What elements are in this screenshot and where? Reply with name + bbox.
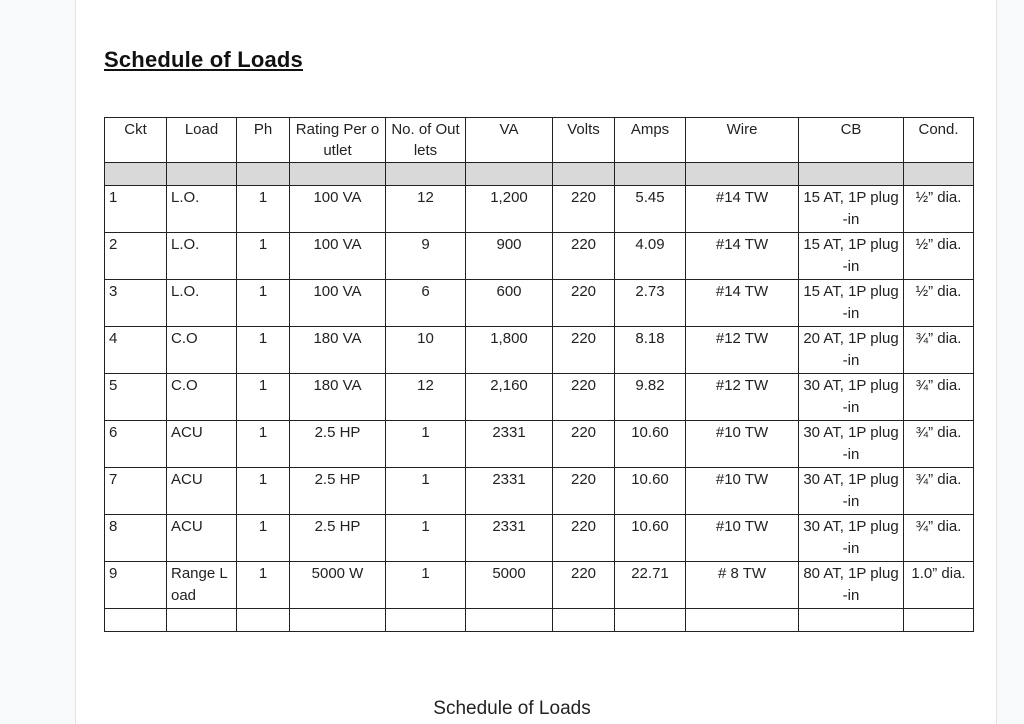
cell-wire: #14 TW <box>686 233 799 280</box>
cell-cond: ¾” dia. <box>904 327 974 374</box>
cell-outlets: 12 <box>386 374 466 421</box>
table-row <box>105 233 974 280</box>
cell-volts: 220 <box>553 186 615 233</box>
cell-amps: 10.60 <box>615 468 686 515</box>
cell-wire: #10 TW <box>686 421 799 468</box>
cell-load: L.O. <box>167 186 237 233</box>
cell-ckt: 5 <box>105 374 167 421</box>
cell-cond: ½” dia. <box>904 186 974 233</box>
cell-load: Range Load <box>167 562 237 609</box>
cell-ph: 1 <box>237 233 290 280</box>
cell-va: 2331 <box>466 468 553 515</box>
cell-amps: 8.18 <box>615 327 686 374</box>
cell-ckt: 4 <box>105 327 167 374</box>
table-header-row <box>105 118 974 163</box>
cell-ckt: 7 <box>105 468 167 515</box>
cell-cond: ½” dia. <box>904 233 974 280</box>
table-row <box>105 327 974 374</box>
cell-wire: #14 TW <box>686 280 799 327</box>
cell-cb: 30 AT, 1P plug-in <box>799 515 904 562</box>
cell-amps: 9.82 <box>615 374 686 421</box>
cell-va: 2,160 <box>466 374 553 421</box>
cell-volts: 220 <box>553 280 615 327</box>
cell-ckt: 8 <box>105 515 167 562</box>
cell-outlets: 1 <box>386 515 466 562</box>
cell-cb: 15 AT, 1P plug-in <box>799 186 904 233</box>
cell-rating: 100 VA <box>290 280 386 327</box>
cell-wire: #10 TW <box>686 468 799 515</box>
cell-va: 2331 <box>466 515 553 562</box>
cell-load: ACU <box>167 468 237 515</box>
header-wire: Wire <box>686 118 799 163</box>
page-title: Schedule of Loads <box>104 47 303 72</box>
cell-rating: 5000 W <box>290 562 386 609</box>
cell-wire: #10 TW <box>686 515 799 562</box>
cell-cond: ¾” dia. <box>904 468 974 515</box>
cell-ckt: 6 <box>105 421 167 468</box>
table-row <box>105 468 974 515</box>
cell-va: 2331 <box>466 421 553 468</box>
header-outlets: No. of Outlets <box>386 118 466 163</box>
cell-cond: ¾” dia. <box>904 515 974 562</box>
cell-outlets: 1 <box>386 421 466 468</box>
cell-cb: 30 AT, 1P plug-in <box>799 421 904 468</box>
cell-rating: 2.5 HP <box>290 515 386 562</box>
cell-volts: 220 <box>553 327 615 374</box>
cell-volts: 220 <box>553 515 615 562</box>
cell-ckt: 3 <box>105 280 167 327</box>
cell-rating: 100 VA <box>290 233 386 280</box>
cell-rating: 2.5 HP <box>290 468 386 515</box>
cell-ph: 1 <box>237 374 290 421</box>
cell-outlets: 1 <box>386 468 466 515</box>
cell-cb: 15 AT, 1P plug-in <box>799 233 904 280</box>
header-ph: Ph <box>237 118 290 163</box>
table-row <box>105 562 974 609</box>
cell-wire: # 8 TW <box>686 562 799 609</box>
cell-amps: 10.60 <box>615 515 686 562</box>
cell-wire: #12 TW <box>686 327 799 374</box>
cell-volts: 220 <box>553 562 615 609</box>
header-amps: Amps <box>615 118 686 163</box>
cell-ph: 1 <box>237 421 290 468</box>
cell-cb: 20 AT, 1P plug-in <box>799 327 904 374</box>
header-rating: Rating Per outlet <box>290 118 386 163</box>
cell-ckt: 1 <box>105 186 167 233</box>
cell-outlets: 12 <box>386 186 466 233</box>
cell-cond: ¾” dia. <box>904 421 974 468</box>
table-row <box>105 515 974 562</box>
cell-amps: 5.45 <box>615 186 686 233</box>
cell-amps: 2.73 <box>615 280 686 327</box>
table-shaded-spacer-row <box>105 163 974 186</box>
cell-cb: 30 AT, 1P plug-in <box>799 468 904 515</box>
cell-amps: 4.09 <box>615 233 686 280</box>
cell-va: 600 <box>466 280 553 327</box>
cell-ph: 1 <box>237 562 290 609</box>
cell-amps: 22.71 <box>615 562 686 609</box>
cell-outlets: 10 <box>386 327 466 374</box>
cell-cond: ¾” dia. <box>904 374 974 421</box>
cell-ckt: 9 <box>105 562 167 609</box>
cell-outlets: 1 <box>386 562 466 609</box>
cell-volts: 220 <box>553 421 615 468</box>
table-row <box>105 186 974 233</box>
cell-va: 5000 <box>466 562 553 609</box>
cell-volts: 220 <box>553 233 615 280</box>
cell-va: 900 <box>466 233 553 280</box>
cell-load: ACU <box>167 421 237 468</box>
cell-va: 1,200 <box>466 186 553 233</box>
cell-load: L.O. <box>167 233 237 280</box>
cell-ph: 1 <box>237 327 290 374</box>
cell-ckt: 2 <box>105 233 167 280</box>
cell-amps: 10.60 <box>615 421 686 468</box>
table-caption: Schedule of Loads <box>433 698 591 719</box>
cell-load: C.O <box>167 374 237 421</box>
header-va: VA <box>466 118 553 163</box>
cell-wire: #12 TW <box>686 374 799 421</box>
cell-volts: 220 <box>553 374 615 421</box>
cell-va: 1,800 <box>466 327 553 374</box>
cell-volts: 220 <box>553 468 615 515</box>
header-load: Load <box>167 118 237 163</box>
cell-cb: 30 AT, 1P plug-in <box>799 374 904 421</box>
cell-load: ACU <box>167 515 237 562</box>
cell-rating: 180 VA <box>290 327 386 374</box>
table-row <box>105 421 974 468</box>
cell-load: C.O <box>167 327 237 374</box>
cell-wire: #14 TW <box>686 186 799 233</box>
cell-load: L.O. <box>167 280 237 327</box>
header-cond: Cond. <box>904 118 974 163</box>
cell-cb: 15 AT, 1P plug-in <box>799 280 904 327</box>
cell-rating: 2.5 HP <box>290 421 386 468</box>
cell-cond: ½” dia. <box>904 280 974 327</box>
cell-ph: 1 <box>237 468 290 515</box>
header-volts: Volts <box>553 118 615 163</box>
header-ckt: Ckt <box>105 118 167 163</box>
cell-rating: 180 VA <box>290 374 386 421</box>
table-row <box>105 374 974 421</box>
table-row <box>105 280 974 327</box>
cell-cond: 1.0” dia. <box>904 562 974 609</box>
cell-ph: 1 <box>237 186 290 233</box>
cell-outlets: 9 <box>386 233 466 280</box>
header-cb: CB <box>799 118 904 163</box>
cell-cb: 80 AT, 1P plug-in <box>799 562 904 609</box>
cell-ph: 1 <box>237 515 290 562</box>
cell-ph: 1 <box>237 280 290 327</box>
cell-outlets: 6 <box>386 280 466 327</box>
cell-rating: 100 VA <box>290 186 386 233</box>
schedule-of-loads-table <box>104 117 974 632</box>
table-empty-row <box>105 609 974 632</box>
